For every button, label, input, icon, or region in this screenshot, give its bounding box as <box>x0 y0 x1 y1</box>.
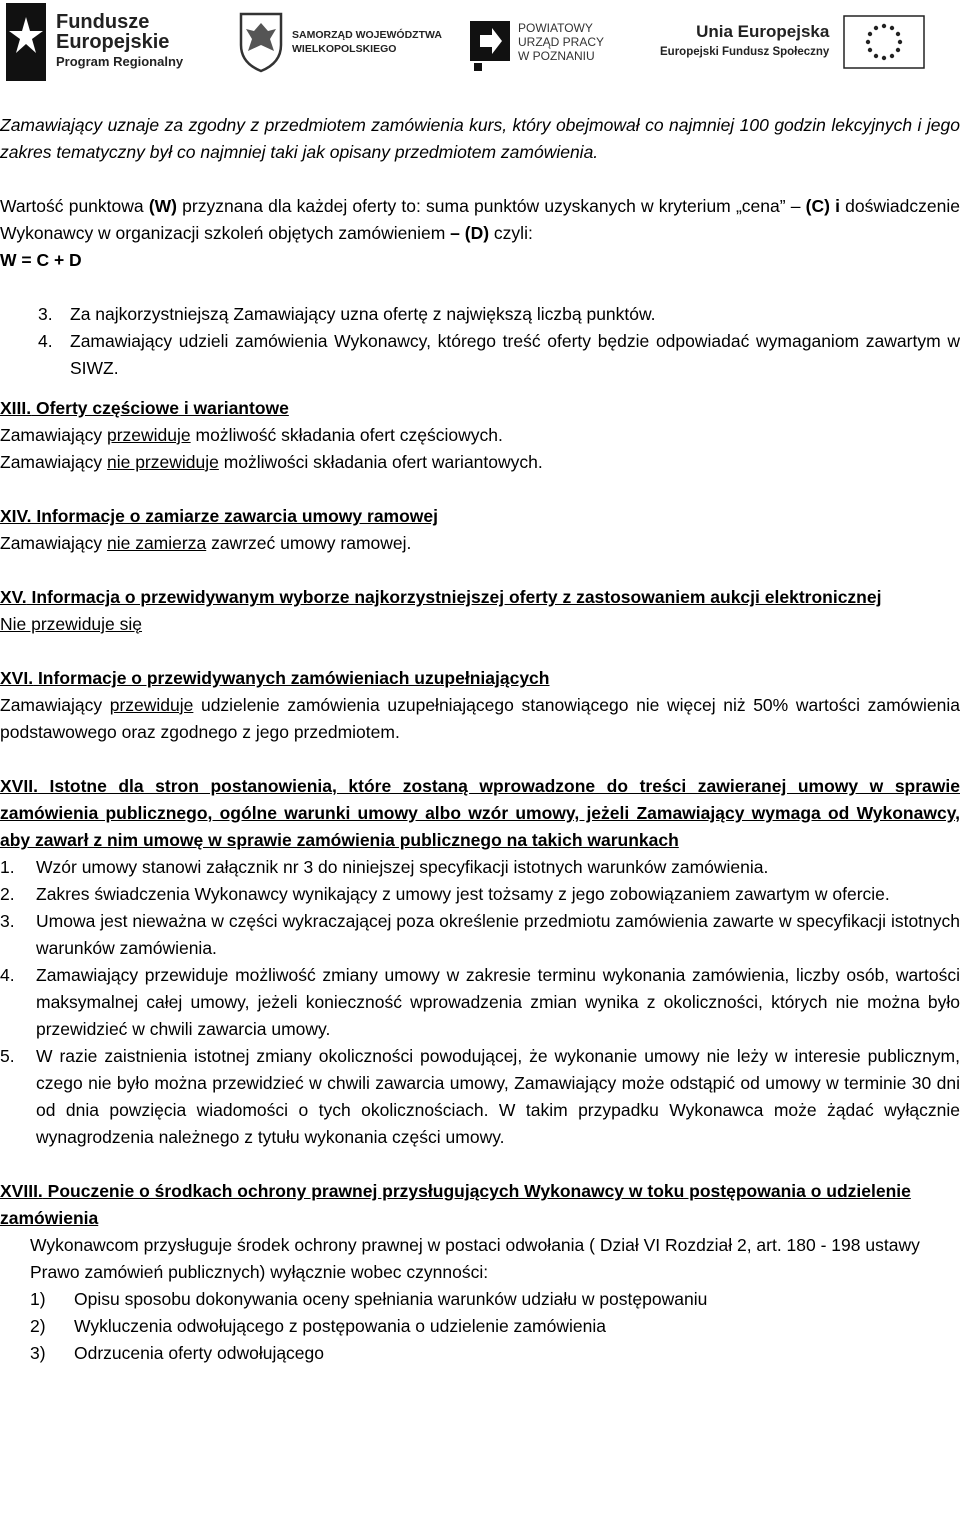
points-text-g: czyli: <box>489 223 533 243</box>
section-xiii-number: XIII. <box>0 398 32 418</box>
points-formula: W = C + D <box>0 250 82 270</box>
list-item-number: 3. <box>0 911 15 931</box>
s13-l1-b: przewiduje <box>106 425 191 445</box>
section-xviii-intro: Wykonawcom przysługuje środek ochrony prawnej w postaci odwołania ( Dział VI Rozdział 2, art. 180 - 198 ustawy Prawo zamówień publicznych) wyłącznie wobec czynności: <box>30 1235 920 1282</box>
document-body <box>0 112 960 1367</box>
logo4-line1: Unia Europejska <box>696 22 830 41</box>
section-xiii-line1 <box>0 422 960 449</box>
logo3-line2: URZĄD PRACY <box>518 35 605 49</box>
section-xiv-heading <box>0 503 960 530</box>
list-item-text: Zakres świadczenia Wykonawcy wynikający z umowy jest tożsamy z jego zobowiązaniem zawartym w ofercie. <box>36 884 890 904</box>
section-xvi-title: Informacje o przewidywanych zamówieniach uzupełniających <box>33 668 550 688</box>
section-xiv-title: Informacje o zamiarze zawarcia umowy ramowej <box>31 506 439 526</box>
section-xviii-title: Pouczenie o środkach ochrony prawnej przysługujących Wykonawcy w toku postępowania o udzielenie zamówienia <box>0 1181 911 1228</box>
s16-l1-b: przewiduje <box>109 695 194 715</box>
s14-l1-c: zawrzeć umowy ramowej. <box>206 533 412 553</box>
list-item-text: Za najkorzystniejszą Zamawiający uzna ofertę z największą liczbą punktów. <box>70 304 656 324</box>
section-xvii-number: XVII. <box>0 776 38 796</box>
list-item-text: Opisu sposobu dokonywania oceny spełniania warunków udziału w postępowaniu <box>74 1289 708 1309</box>
section-xvi-heading <box>0 665 960 692</box>
section-xvii-title: Istotne dla stron postanowienia, które zostaną wprowadzone do treści zawieranej umowy w sprawie zamówienia publicznego, ogólne warunki umowy albo wzór umowy, jeżeli Zamawiający wymaga od Wykonawcy, aby zawarł z nim umowę w sprawie zamówienia publicznego na takich warunkach <box>0 776 960 850</box>
points-text-a: Wartość punktowa <box>0 196 149 216</box>
section-xviii-list <box>0 1286 960 1367</box>
points-text-f: – (D) <box>450 223 490 243</box>
logo1-line2: Europejskie <box>56 31 170 53</box>
list-item <box>0 854 960 881</box>
s14-l1-a: Zamawiający <box>0 533 107 553</box>
points-text-c: przyznana dla każdej oferty to: suma punktów uzyskanych w kryterium „cena” – <box>177 196 806 216</box>
list-item <box>0 962 960 1043</box>
arrow-right-icon <box>470 11 510 73</box>
section-xv-number: XV. <box>0 587 27 607</box>
points-text-e: doświadczenie Wykonawcy w organizacji szkoleń objętych zamówieniem <box>0 196 960 243</box>
points-paragraph <box>0 193 960 247</box>
list-item-number: 4. <box>38 331 53 351</box>
logo2-line2: WIELKOPOLSKIEGO <box>292 43 397 55</box>
points-text-d: (C) i <box>805 196 840 216</box>
list-item-number: 3. <box>38 304 53 324</box>
intro-list <box>0 301 960 382</box>
list-item <box>0 1043 960 1151</box>
section-xiv-number: XIV. <box>0 506 32 526</box>
list-item-text: W razie zaistnienia istotnej zmiany okoliczności powodującej, że wykonanie umowy nie leży w interesie publicznym, czego nie było można przewidzieć w chwili zawarcia umowy, Zamawiający może odstąpić od umowy w terminie 30 dni od dnia powzięcia wiadomości o tych okolicznościach. W takim przypadku Wykonawca może żądać wyłącznie wynagrodzenia należnego z tytułu wykonania części umowy. <box>36 1046 960 1147</box>
logo1-line3: Program Regionalny <box>56 54 184 69</box>
list-item <box>30 1340 960 1367</box>
list-item <box>0 908 960 962</box>
list-item <box>0 881 960 908</box>
logo-samorzad-wielkopolski <box>238 2 442 82</box>
section-xvi-paragraph <box>0 692 960 746</box>
s13-l1-c: możliwość składania ofert częściowych. <box>190 425 503 445</box>
points-text-b: (W) <box>148 196 177 216</box>
list-item-text: Zamawiający przewiduje możliwość zmiany umowy w zakresie terminu wykonania zamówienia, liczby osób, wartości maksymalnej całej umowy, jeżeli konieczność wprowadzenia zmian wynika z okoliczności, których nie można było przewidzieć w chwili zawarcia umowy. <box>36 965 960 1039</box>
list-item-text: Wzór umowy stanowi załącznik nr 3 do niniejszej specyfikacji istotnych warunków zamówienia. <box>36 857 769 877</box>
section-xv-heading <box>0 584 960 611</box>
eu-flag-icon <box>843 15 925 69</box>
section-xv-line: Nie przewiduje się <box>0 614 143 634</box>
section-xvii-list <box>0 854 960 1151</box>
list-item-number: 2. <box>0 884 15 904</box>
section-xiii-title: Oferty częściowe i wariantowe <box>31 398 289 418</box>
logo2-line1: SAMORZĄD WOJEWÓDZTWA <box>292 29 442 41</box>
fe-star-icon <box>6 3 46 81</box>
s14-l1-b: nie zamierza <box>106 533 207 553</box>
section-xviii-heading <box>0 1178 960 1232</box>
list-item-number: 1) <box>30 1289 46 1309</box>
section-xiii-heading <box>0 395 960 422</box>
intro-paragraph: Zamawiający uznaje za zgodny z przedmiotem zamówienia kurs, który obejmował co najmniej 100 godzin lekcyjnych i jego zakres tematyczny był co najmniej taki jak opisany przedmiotem zamówienia. <box>0 115 960 162</box>
list-item-number: 4. <box>0 965 15 985</box>
section-xvii-heading <box>0 773 960 854</box>
list-item-number: 1. <box>0 857 15 877</box>
list-item-number: 2) <box>30 1316 46 1336</box>
list-item-text: Odrzucenia oferty odwołującego <box>74 1343 325 1363</box>
coat-of-arms-icon <box>238 11 284 73</box>
list-item <box>38 301 960 328</box>
logo-fundusze-europejskie <box>6 2 183 82</box>
header-logos <box>0 0 960 85</box>
s16-l1-a: Zamawiający <box>0 695 110 715</box>
logo4-line2: Europejski Fundusz Społeczny <box>660 46 830 58</box>
list-item <box>30 1286 960 1313</box>
list-item-text: Wykluczenia odwołującego z postępowania o udzielenie zamówienia <box>74 1316 606 1336</box>
logo3-line1: POWIATOWY <box>518 21 593 35</box>
list-item-text: Zamawiający udzieli zamówienia Wykonawcy, którego treść oferty będzie odpowiadać wymaganiom zawartym w SIWZ. <box>70 331 960 378</box>
section-xiii-line2 <box>0 449 960 476</box>
s13-l2-a: Zamawiający <box>0 452 107 472</box>
list-item <box>38 328 960 382</box>
logo3-line3: W POZNANIU <box>518 49 595 63</box>
s16-l1-c: udzielenie zamówienia uzupełniającego stanowiącego nie więcej niż 50% wartości zamówienia podstawowego oraz zgodnego z jego przedmiotem. <box>0 695 960 742</box>
section-xv-title: Informacja o przewidywanym wyborze najkorzystniejszej oferty z zastosowaniem aukcji elektronicznej <box>26 587 882 607</box>
section-xvi-number: XVI. <box>0 668 34 688</box>
s13-l2-b: nie przewiduje <box>106 452 219 472</box>
list-item-number: 5. <box>0 1046 15 1066</box>
s13-l2-c: możliwości składania ofert wariantowych. <box>218 452 543 472</box>
list-item-text: Umowa jest nieważna w części wykraczającej poza określenie przedmiotu zamówienia zawarte w specyfikacji istotnych warunków zamówienia. <box>36 911 960 958</box>
logo1-line1: Fundusze <box>56 11 150 33</box>
list-item-number: 3) <box>30 1343 46 1363</box>
s13-l1-a: Zamawiający <box>0 425 107 445</box>
logo-powiatowy-urzad-pracy <box>470 2 604 82</box>
list-item <box>30 1313 960 1340</box>
section-xiv-line1 <box>0 530 960 557</box>
section-xviii-number: XVIII. <box>0 1181 43 1201</box>
logo-unia-europejska <box>660 2 925 82</box>
